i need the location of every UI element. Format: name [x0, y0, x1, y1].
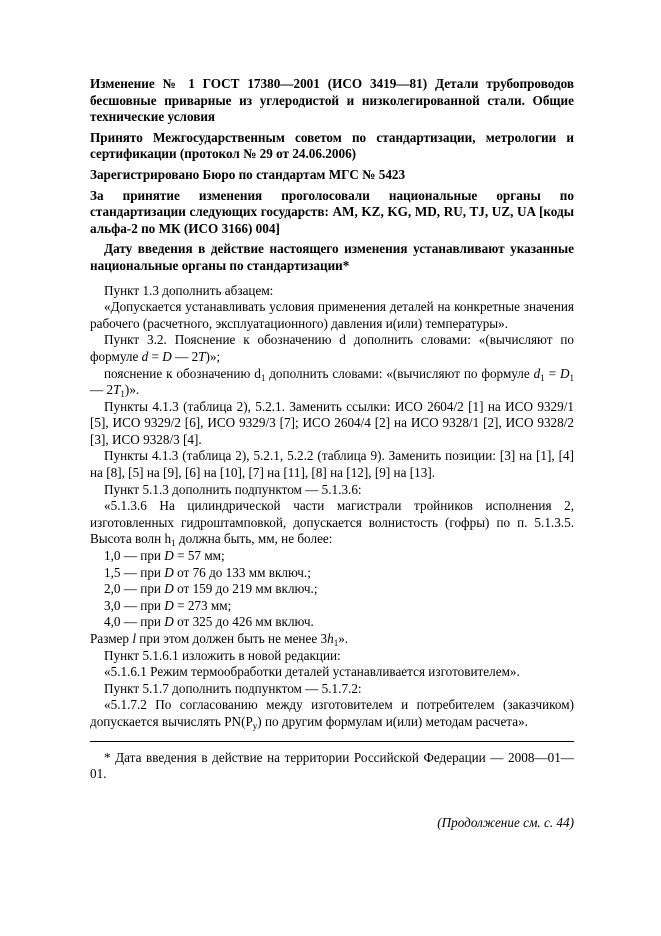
footnote: * Дата введения в действие на территории Российской Федерации — 2008—01—01.	[90, 749, 574, 782]
reference-replacement-1: Пункты 4.1.3 (таблица 2), 5.2.1. Заменить ссылки: ИСО 2604/2 [1] на ИСО 9329/1 [5], ИСО 9329/2 [6], ИСО 9329/3 [7]; ИСО 2604/4 [2] на ИСО 9328/1 [2], ИСО 9328/2 [3], ИСО 9328/3 [4].	[90, 398, 574, 447]
clause-5-1-3-6-text: «5.1.3.6 На цилиндрической части магистрали тройников исполнения 2, изготовленных гидроштамповкой, допускается волнистость (гофры) по п. 5.1.3.5. Высота волн $h_1$ должна быть, мм, не более:	[90, 498, 574, 549]
clause-1-3-instruction: Пункт 1.3 дополнить абзацем:	[104, 282, 274, 298]
continuation-note: (Продолжение см. с. 44)	[437, 814, 574, 830]
list-item: 2,0 — при D от 159 до 219 мм включ.;	[104, 581, 318, 597]
wave-height-list	[90, 548, 574, 631]
clause-3-2-instruction: Пункт 3.2. Пояснение к обозначению d дополнить словами: «(вычисляют по формуле d = D — 2T)»;	[90, 332, 574, 364]
list-item: 4,0 — при D от 325 до 426 мм включ.	[104, 614, 314, 630]
voting-note: За принятие изменения проголосовали национальные органы по стандартизации следующих государств: AM, KZ, KG, MD, RU, TJ, UZ, UA [коды альфа-2 по МК (ИСО 3166) 004]	[90, 187, 574, 236]
effective-date-note: Дату введения в действие настоящего изменения устанавливают указанные национальные органы по стандартизации*	[90, 241, 574, 273]
clause-3-2-d1-note: пояснение к обозначению $d_1$ дополнить словами: «(вычисляют по формуле $d_1 = D_1$ — $2T_1$)».	[90, 365, 574, 400]
list-item: 3,0 — при D = 273 мм;	[104, 597, 232, 613]
clause-5-1-7-2-text: «5.1.7.2 По согласованию между изготовителем и потребителем (заказчиком) допускается вычислять $PN(P_y)$ по другим формулам и(или) методам расчета».	[90, 697, 574, 731]
clause-5-1-3-instruction: Пункт 5.1.3 дополнить подпунктом — 5.1.3.6:	[104, 481, 362, 497]
size-l-note: Размер l при этом должен быть не менее $3h_1$».	[90, 631, 349, 648]
clause-5-1-7-instruction: Пункт 5.1.7 дополнить подпунктом — 5.1.7.2:	[104, 680, 362, 696]
document-page	[90, 76, 574, 831]
registration-note: Зарегистрировано Бюро по стандартам МГС № 5423	[90, 166, 406, 182]
clause-5-1-6-1-instruction: Пункт 5.1.6.1 изложить в новой редакции:	[104, 647, 341, 663]
clause-1-3-text: «Допускается устанавливать условия применения деталей на конкретные значения рабочего (расчетного, эксплуатационного) давления и(или) температуры».	[90, 299, 574, 331]
change-title: Изменение № 1 ГОСТ 17380—2001 (ИСО 3419—81) Детали трубопроводов бесшовные приварные из углеродистой и низколегированной стали. Общие технические условия	[90, 76, 574, 125]
adoption-note: Принято Межгосударственным советом по стандартизации, метрологии и сертификации (протокол № 29 от 24.06.2006)	[90, 129, 574, 162]
list-item: 1,5 — при D от 76 до 133 мм включ.;	[104, 564, 311, 580]
list-item: 1,0 — при D = 57 мм;	[104, 548, 225, 564]
clause-5-1-6-1-text: «5.1.6.1 Режим термообработки деталей устанавливается изготовителем».	[104, 664, 520, 680]
footnote-divider	[90, 741, 574, 742]
change-body	[90, 283, 574, 731]
reference-replacement-2: Пункты 4.1.3 (таблица 2), 5.2.1, 5.2.2 (таблица 9). Заменить позиции: [3] на [1], [4] на [8], [5] на [9], [6] на [10], [7] на [11], [8] на [12], [9] на [13].	[90, 448, 574, 481]
